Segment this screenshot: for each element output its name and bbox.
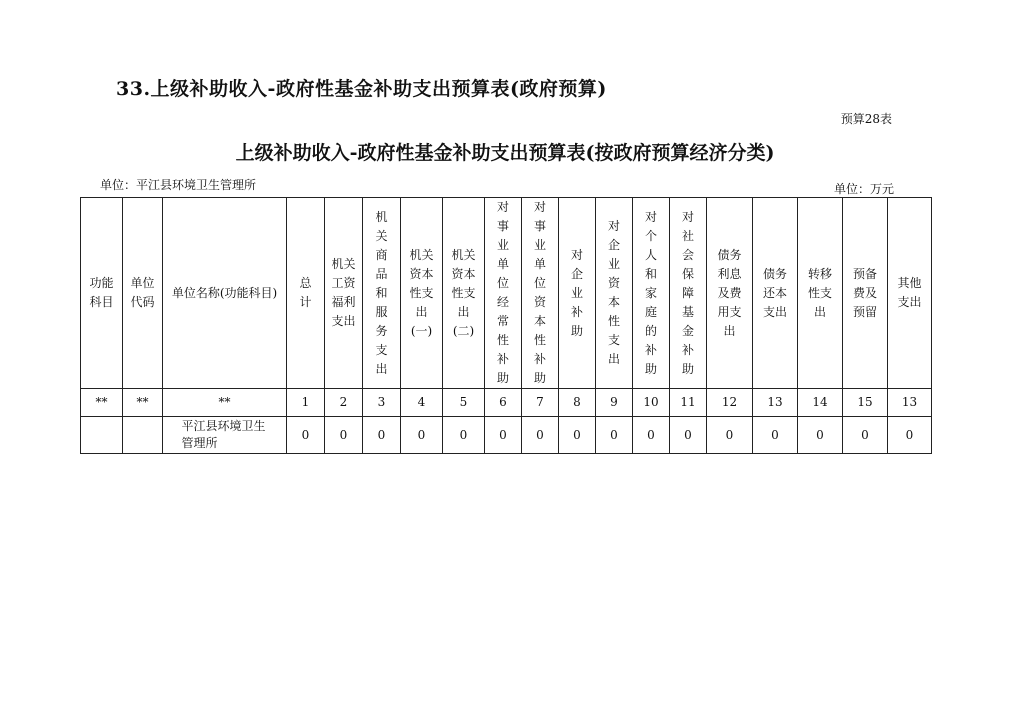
value-cell: 0: [363, 417, 401, 454]
index-cell: 13: [888, 389, 932, 417]
value-cell: 0: [522, 417, 559, 454]
value-cell: 0: [888, 417, 932, 454]
index-cell: **: [123, 389, 163, 417]
unit-name-cell: 平江县环境卫生管理所: [163, 417, 287, 454]
header-cell: 单位名称(功能科目): [163, 198, 287, 389]
header-cell: 对个人和家庭的补助: [633, 198, 670, 389]
index-cell: 10: [633, 389, 670, 417]
value-cell: 0: [443, 417, 485, 454]
index-cell: **: [81, 389, 123, 417]
index-cell: 9: [596, 389, 633, 417]
header-cell: 对社会保障基金补助: [670, 198, 707, 389]
header-cell: 对事业单位资本性补助: [522, 198, 559, 389]
value-cell: 0: [559, 417, 596, 454]
header-cell: 总计: [287, 198, 325, 389]
value-cell: 0: [753, 417, 798, 454]
index-cell: 4: [401, 389, 443, 417]
value-cell: 0: [843, 417, 888, 454]
index-cell: 1: [287, 389, 325, 417]
value-cell: 0: [707, 417, 753, 454]
value-cell: 0: [401, 417, 443, 454]
func-subject-cell: [81, 417, 123, 454]
value-cell: 0: [670, 417, 707, 454]
index-cell: 15: [843, 389, 888, 417]
header-cell: 机关商品和服务支出: [363, 198, 401, 389]
index-cell: 11: [670, 389, 707, 417]
index-cell: 8: [559, 389, 596, 417]
header-row: [81, 198, 932, 389]
value-cell: 0: [325, 417, 363, 454]
header-cell: 其他支出: [888, 198, 932, 389]
index-cell: 14: [798, 389, 843, 417]
index-cell: **: [163, 389, 287, 417]
header-cell: 机关资本性支出(一): [401, 198, 443, 389]
header-cell: 对事业单位经常性补助: [485, 198, 522, 389]
table-row: [81, 417, 932, 454]
index-cell: 7: [522, 389, 559, 417]
value-cell: 0: [633, 417, 670, 454]
currency-unit: 单位：万元: [833, 182, 894, 196]
section-title: 33.上级补助收入-政府性基金补助支出预算表(政府预算): [116, 78, 607, 100]
header-cell: 转移性支出: [798, 198, 843, 389]
table-title: 上级补助收入-政府性基金补助支出预算表(按政府预算经济分类): [235, 142, 775, 164]
table-number: 预算28表: [840, 112, 892, 126]
index-cell: 6: [485, 389, 522, 417]
index-cell: 12: [707, 389, 753, 417]
budget-table: [80, 197, 932, 454]
header-cell: 债务还本支出: [753, 198, 798, 389]
value-cell: 0: [485, 417, 522, 454]
index-row: [81, 389, 932, 417]
unit-code-cell: [123, 417, 163, 454]
header-cell: 对企业补助: [559, 198, 596, 389]
value-cell: 0: [596, 417, 633, 454]
header-cell: 功能科目: [81, 198, 123, 389]
index-cell: 13: [753, 389, 798, 417]
header-cell: 单位代码: [123, 198, 163, 389]
reporting-unit: 单位：平江县环境卫生管理所: [100, 178, 257, 192]
header-cell: 对企业资本性支出: [596, 198, 633, 389]
index-cell: 2: [325, 389, 363, 417]
index-cell: 3: [363, 389, 401, 417]
value-cell: 0: [287, 417, 325, 454]
header-cell: 机关工资福利支出: [325, 198, 363, 389]
header-cell: 机关资本性支出(二): [443, 198, 485, 389]
header-cell: 预备费及预留: [843, 198, 888, 389]
index-cell: 5: [443, 389, 485, 417]
value-cell: 0: [798, 417, 843, 454]
header-cell: 债务利息及费用支出: [707, 198, 753, 389]
